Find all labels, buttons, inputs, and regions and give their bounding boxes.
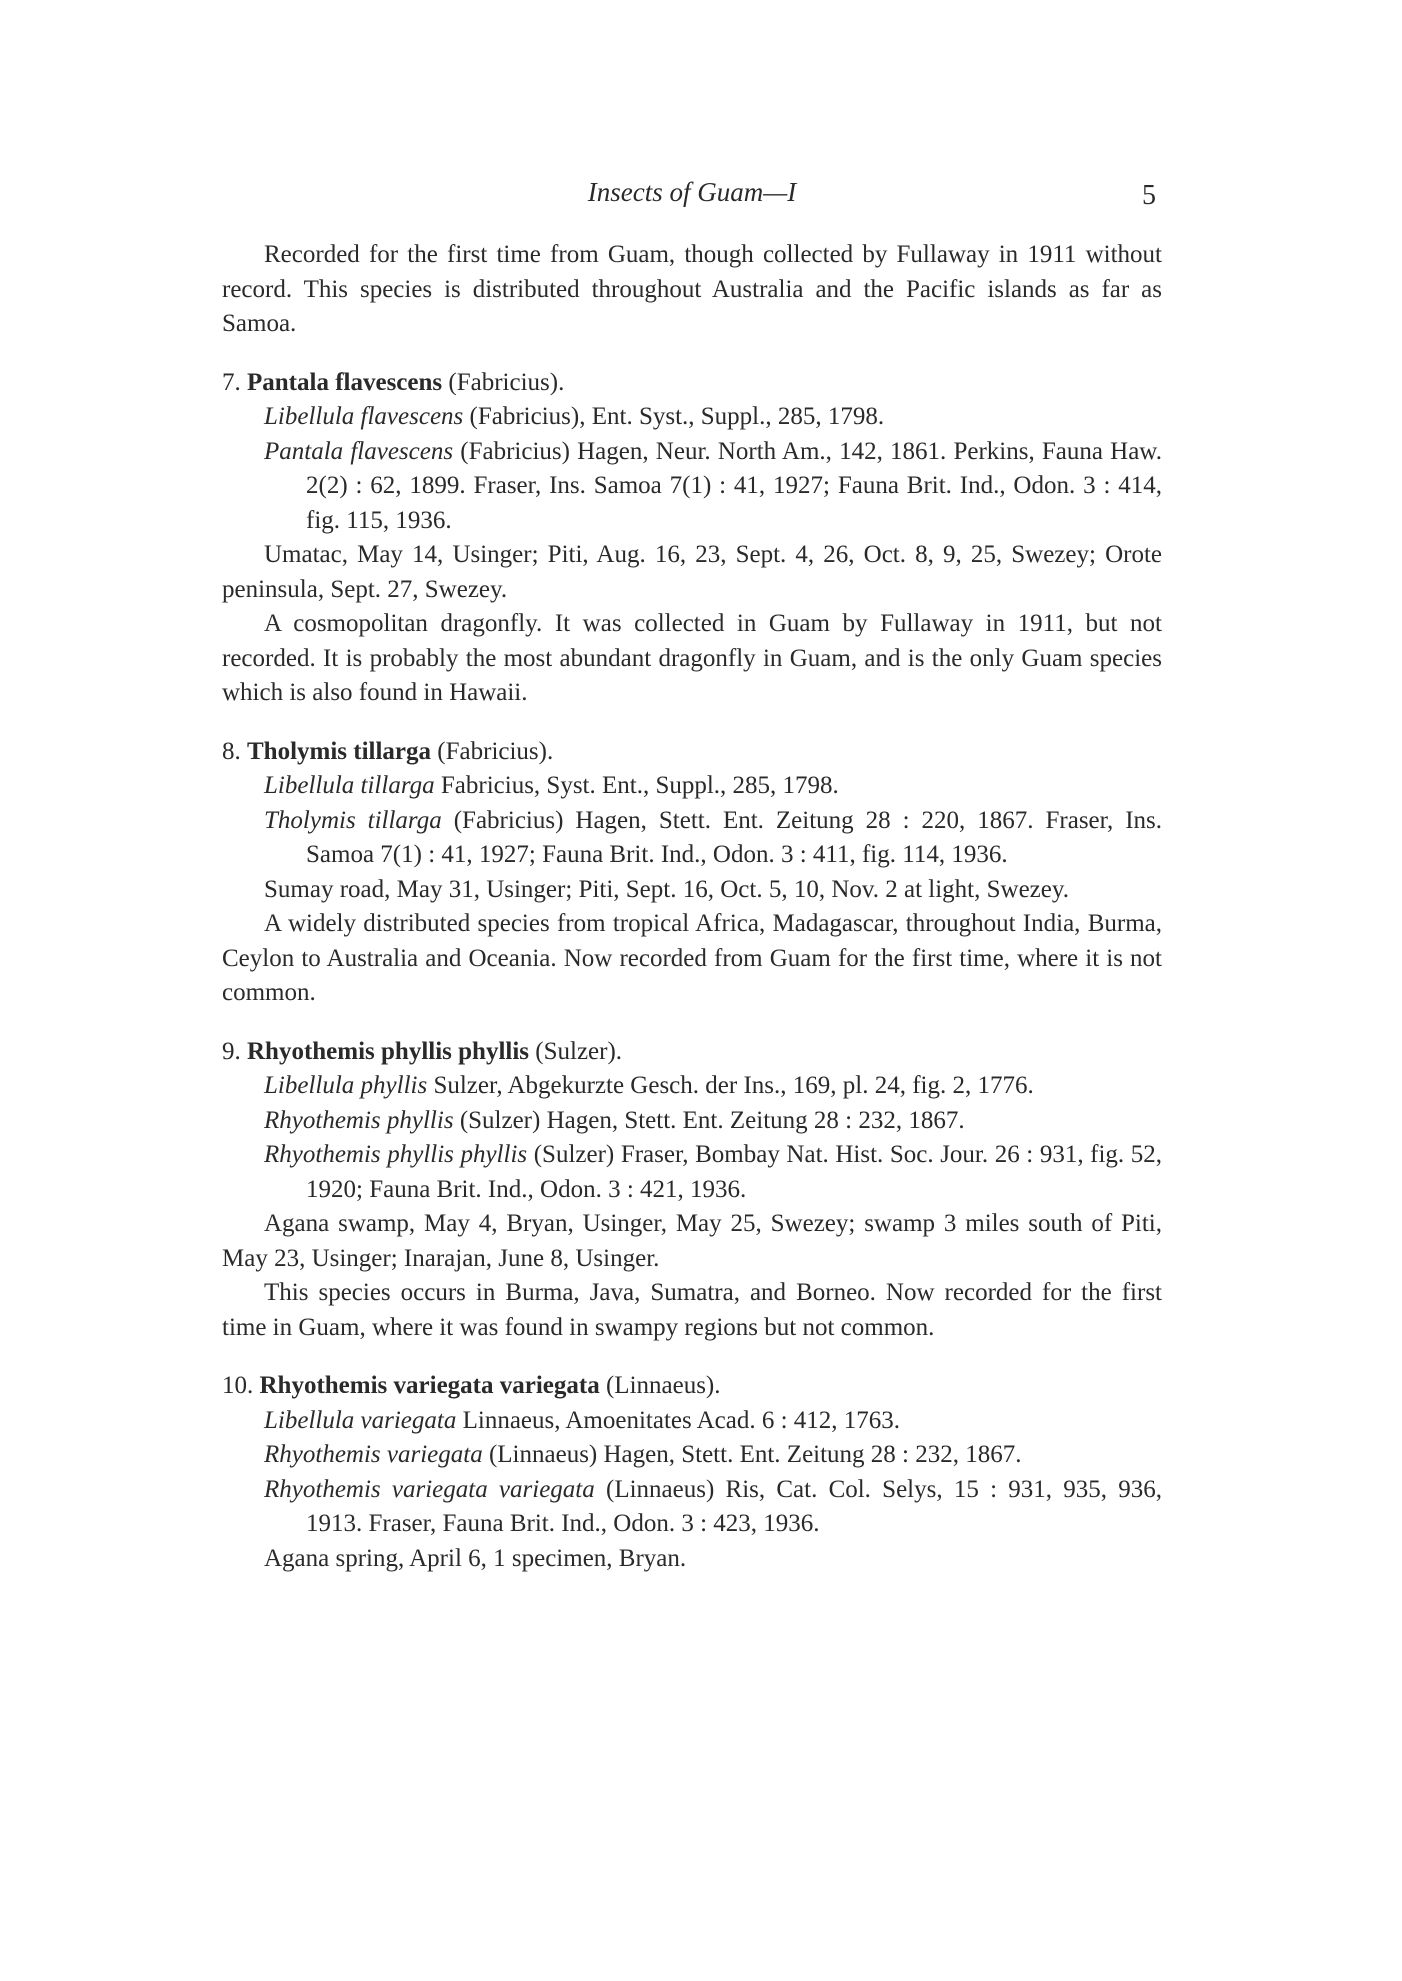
records-paragraph: Sumay road, May 31, Usinger; Piti, Sept. 16, Oct. 5, 10, Nov. 2 at light, Swezey. — [264, 875, 1070, 903]
citation — [264, 1104, 1162, 1139]
species-entry — [222, 1035, 1162, 1346]
citation — [264, 1473, 1162, 1542]
citation-text: Fabricius, Syst. Ent., Suppl., 285, 1798. — [434, 772, 839, 799]
citation-name: Rhyothemis phyllis phyllis — [264, 1141, 528, 1168]
citation — [264, 804, 1162, 873]
citation-text: (Fabricius) Hagen, Stett. Ent. Zeitung 28 : 220, 1867. Fraser, Ins. Samoa 7(1) : 41, 1927; Fauna Brit. Ind., Odon. 3 : 411, fig. 114, 1936. — [306, 806, 1162, 868]
citation — [264, 1404, 1162, 1439]
species-entry — [222, 1369, 1162, 1576]
citation-text: (Fabricius) Hagen, Neur. North Am., 142, 1861. Perkins, Fauna Haw. 2(2) : 62, 1899. Fraser, Ins. Samoa 7(1) : 41, 1927; Fauna Brit. Ind., Odon. 3 : 414, fig. 115, 1936. — [306, 437, 1162, 534]
citation-text: (Linnaeus) Hagen, Stett. Ent. Zeitung 28 : 232, 1867. — [482, 1441, 1022, 1468]
records-paragraph: Agana spring, April 6, 1 specimen, Bryan. — [264, 1544, 687, 1572]
page-number: 5 — [1142, 180, 1156, 211]
citation-name: Libellula variegata — [264, 1406, 457, 1434]
citation-name: Libellula flavescens — [264, 403, 464, 430]
citation-text: (Sulzer) Hagen, Stett. Ent. Zeitung 28 : 232, 1867. — [453, 1106, 965, 1134]
citation-name: Rhyothemis phyllis — [264, 1106, 454, 1134]
entry-heading — [222, 366, 1162, 401]
species-entry — [222, 735, 1162, 1011]
entry-heading — [222, 1369, 1162, 1404]
body-text — [222, 238, 1162, 1576]
citation-text: Linnaeus, Amoenitates Acad. 6 : 412, 1763. — [456, 1406, 901, 1434]
citation — [264, 769, 1162, 804]
entry-heading — [222, 735, 1162, 770]
citation-text: (Sulzer) Fraser, Bombay Nat. Hist. Soc. Jour. 26 : 931, fig. 52, 1920; Fauna Brit. Ind., Odon. 3 : 421, 1936. — [306, 1141, 1163, 1203]
species-author: (Sulzer). — [529, 1037, 623, 1065]
citation-text: (Fabricius), Ent. Syst., Suppl., 285, 1798. — [463, 403, 885, 430]
species-author: (Fabricius). — [431, 737, 554, 765]
species-name: Pantala flavescens — [247, 368, 443, 396]
species-name: Rhyothemis variegata variegata — [259, 1372, 600, 1399]
citation — [264, 1069, 1162, 1104]
citation-name: Rhyothemis variegata — [264, 1441, 483, 1468]
entry-number: 7. — [222, 368, 241, 396]
intro-paragraph: Recorded for the first time from Guam, though collected by Fullaway in 1911 without record. This species is distributed throughout Australia and the Pacific islands as far as Samoa. — [222, 241, 1162, 337]
citation — [264, 1438, 1162, 1473]
species-entry — [222, 366, 1162, 711]
entry-number: 9. — [222, 1037, 241, 1065]
citation-name: Libellula phyllis — [264, 1072, 428, 1099]
notes-paragraph: A widely distributed species from tropical Africa, Madagascar, throughout India, Burma, Ceylon to Australia and Oceania. Now recorded from Guam for the first time, where it is not common. — [222, 910, 1162, 1006]
citation-name: Libellula tillarga — [264, 772, 435, 799]
citation-name: Pantala flavescens — [264, 437, 454, 465]
records-paragraph: Agana swamp, May 4, Bryan, Usinger, May 25, Swezey; swamp 3 miles south of Piti, May 23, Usinger; Inarajan, June 8, Usinger. — [222, 1210, 1162, 1272]
running-title: Insects of Guam—I — [587, 177, 797, 207]
running-head — [222, 172, 1162, 212]
citation — [264, 1138, 1162, 1207]
citation — [264, 435, 1162, 539]
species-name: Tholymis tillarga — [247, 737, 432, 765]
entry-number: 10. — [222, 1372, 254, 1399]
entry-number: 8. — [222, 737, 241, 765]
citation-text: Sulzer, Abgekurzte Gesch. der Ins., 169, pl. 24, fig. 2, 1776. — [427, 1072, 1034, 1099]
entry-heading — [222, 1035, 1162, 1070]
citation — [264, 400, 1162, 435]
notes-paragraph: This species occurs in Burma, Java, Sumatra, and Borneo. Now recorded for the first time in Guam, where it was found in swampy regions but not common. — [222, 1279, 1162, 1341]
records-paragraph: Umatac, May 14, Usinger; Piti, Aug. 16, 23, Sept. 4, 26, Oct. 8, 9, 25, Swezey; Orote peninsula, Sept. 27, Swezey. — [222, 541, 1162, 603]
citation-name: Rhyothemis variegata variegata — [264, 1475, 595, 1503]
species-name: Rhyothemis phyllis phyllis — [247, 1037, 530, 1065]
notes-paragraph: A cosmopolitan dragonfly. It was collected in Guam by Fullaway in 1911, but not recorded. It is probably the most abundant dragonfly in Guam, and is the only Guam species which is also found in Hawaii. — [222, 610, 1162, 706]
citation-text: (Linnaeus) Ris, Cat. Col. Selys, 15 : 931, 935, 936, 1913. Fraser, Fauna Brit. Ind., Odon. 3 : 423, 1936. — [306, 1475, 1162, 1537]
species-author: (Fabricius). — [442, 368, 565, 396]
citation-name: Tholymis tillarga — [264, 806, 442, 834]
species-author: (Linnaeus). — [599, 1372, 721, 1399]
